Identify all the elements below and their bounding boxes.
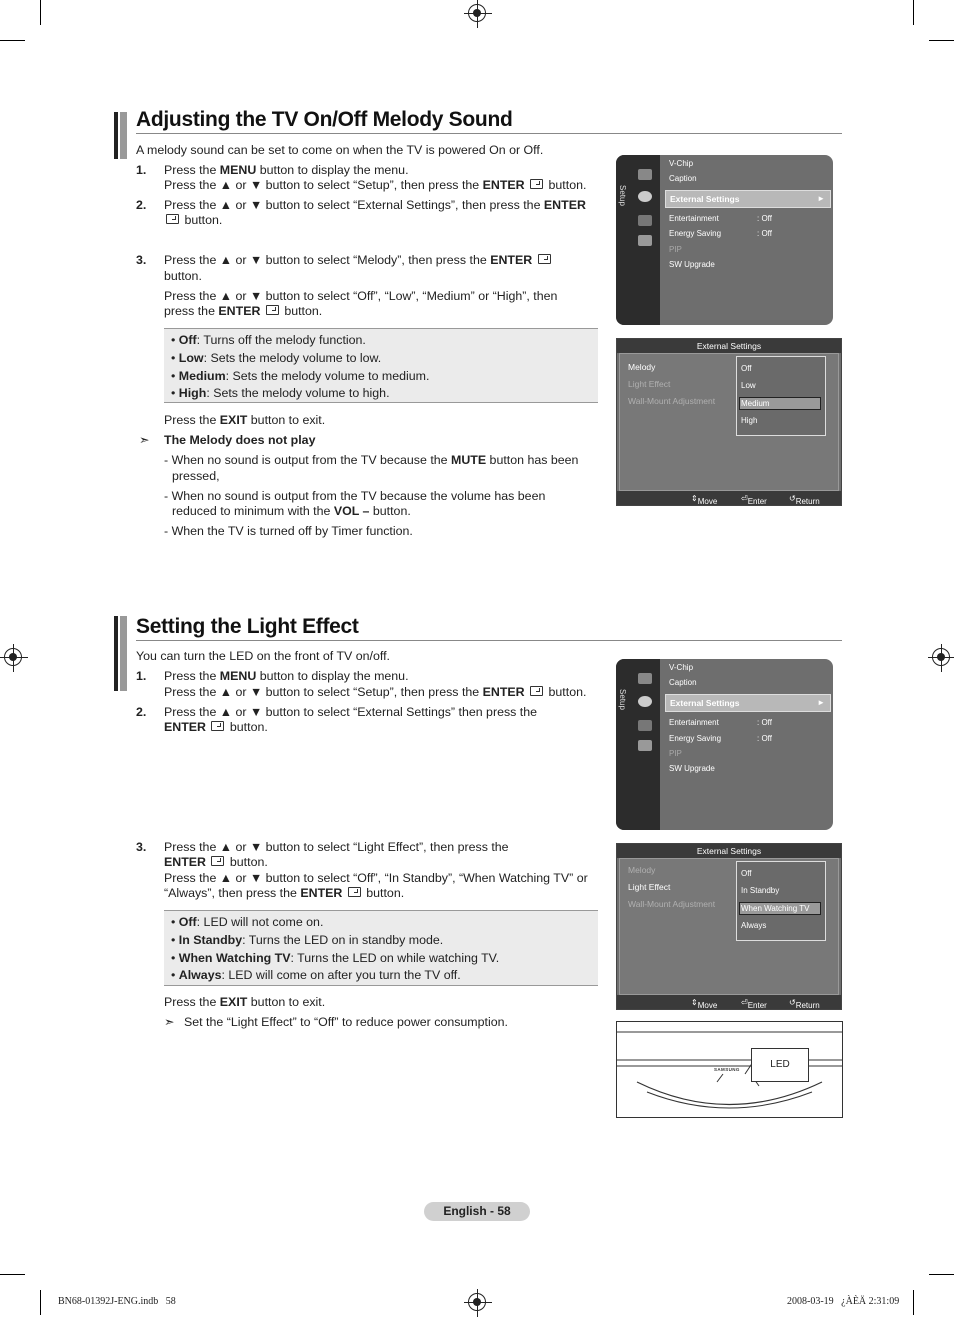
step-number: 3.: [136, 253, 147, 267]
osd-footer: ⇕ Move ⏎ Enter ↺ Return: [617, 995, 841, 1009]
enter-icon: [266, 305, 279, 315]
exit-text: Press the EXIT button to exit.: [164, 413, 326, 427]
step-text: Press the MENU button to display the menu.: [164, 163, 409, 177]
osd-dropdown: [736, 861, 826, 941]
note-arrow-icon: ➣: [139, 433, 150, 447]
note-arrow-icon: ➣: [164, 1015, 175, 1029]
osd-item: Energy Saving: [669, 229, 722, 238]
note-text: - When the TV is turned off by Timer function.: [164, 524, 413, 538]
step-text: Press the ▲ or ▼ button to select “Off”, “In Standby”, “When Watching TV” or: [164, 871, 588, 885]
section-bar: [114, 112, 127, 159]
page-number-badge: English - 58: [424, 1202, 530, 1221]
step-text: “Always”, then press the ENTER button.: [164, 886, 405, 900]
osd-body: [619, 858, 839, 995]
step-number: 2.: [136, 705, 147, 719]
osd-external-settings-light: [616, 843, 842, 1010]
right-arrow-icon: ►: [817, 698, 825, 707]
option-item: • Medium: Sets the melody volume to medium.: [171, 368, 430, 383]
led-illustration: [616, 1021, 843, 1118]
picture-icon: [638, 673, 652, 684]
osd-highlight-item: External Settings ►: [665, 190, 831, 208]
osd-value: : Off: [757, 229, 772, 238]
osd-option: When Watching TV: [741, 904, 810, 913]
led-callout-label: LED: [751, 1048, 809, 1082]
osd-highlight-item: External Settings ►: [665, 694, 831, 712]
osd-header: External Settings: [617, 844, 841, 858]
step-text: ENTER button.: [164, 855, 268, 869]
footer-left: BN68-01392J-ENG.indb 58: [58, 1296, 176, 1307]
options-box: [164, 328, 598, 403]
osd-side-label: Setup: [618, 185, 627, 206]
option-item: • When Watching TV: Turns the LED on while watching TV.: [171, 950, 500, 965]
osd-setup-menu: [616, 155, 833, 325]
osd-item: SW Upgrade: [669, 764, 715, 773]
osd-left-item: Wall-Mount Adjustment: [628, 396, 716, 406]
osd-item: Entertainment: [669, 214, 719, 223]
application-icon: [638, 235, 652, 246]
step-text: Press the ▲ or ▼ button to select “Light Effect”, then press the: [164, 840, 509, 854]
crop-mark: [929, 40, 954, 41]
registration-mark-icon: [4, 648, 22, 666]
application-icon: [638, 740, 652, 751]
step-text: Press the ▲ or ▼ button to select “Setup”, then press the ENTER button.: [164, 178, 587, 192]
crop-mark: [40, 1290, 41, 1315]
intro-text: A melody sound can be set to come on when the TV is powered On or Off.: [136, 143, 544, 157]
option-item: • In Standby: Turns the LED on in standby mode.: [171, 932, 444, 947]
osd-item: V-Chip: [669, 159, 694, 168]
crop-mark: [0, 1274, 25, 1275]
osd-left-item: Melody: [628, 865, 656, 875]
options-box: [164, 910, 598, 986]
osd-value: : Off: [757, 718, 772, 727]
osd-item: Caption: [669, 174, 697, 183]
crop-mark: [913, 1290, 914, 1315]
enter-icon: [530, 179, 543, 189]
osd-footer: ⇕ Move ⏎ Enter ↺ Return: [617, 491, 841, 505]
osd-left-item: Light Effect: [628, 882, 671, 892]
right-arrow-icon: ►: [817, 194, 825, 203]
osd-item: SW Upgrade: [669, 260, 715, 269]
step-text: Press the ▲ or ▼ button to select “External Settings” then press the: [164, 705, 538, 719]
title-rule: [136, 640, 842, 641]
osd-value: : Off: [757, 214, 772, 223]
step-number: 1.: [136, 669, 147, 683]
registration-mark-icon: [932, 648, 950, 666]
section-title: Setting the Light Effect: [136, 615, 359, 638]
osd-item: Energy Saving: [669, 734, 722, 743]
registration-mark-icon: [468, 4, 486, 22]
osd-option: High: [741, 416, 758, 425]
osd-dropdown: [736, 356, 826, 436]
osd-side-label: Setup: [618, 689, 627, 710]
note-text: Set the “Light Effect” to “Off” to reduce power consumption.: [184, 1015, 508, 1029]
crop-mark: [913, 0, 914, 25]
osd-body: [619, 353, 839, 491]
note-text: - When no sound is output from the TV because the MUTE button has been: [164, 453, 579, 467]
enter-icon: [530, 686, 543, 696]
step-number: 3.: [136, 840, 147, 854]
input-icon: [638, 720, 652, 731]
osd-item: Caption: [669, 678, 697, 687]
option-item: • Always: LED will come on after you turn the TV off.: [171, 968, 461, 983]
note-title: The Melody does not play: [164, 433, 316, 447]
osd-left-item: Wall-Mount Adjustment: [628, 899, 716, 909]
step-text: Press the ▲ or ▼ button to select “Melody”, then press the ENTER: [164, 253, 553, 269]
osd-left-item: Light Effect: [628, 379, 671, 389]
osd-option: Off: [741, 869, 752, 878]
osd-option: Off: [741, 364, 752, 373]
registration-mark-icon: [468, 1293, 486, 1311]
crop-mark: [929, 1274, 954, 1275]
osd-option: Low: [741, 381, 756, 390]
step-number: 2.: [136, 198, 147, 212]
setup-gear-icon: [638, 191, 652, 202]
osd-item: PIP: [669, 749, 682, 758]
picture-icon: [638, 169, 652, 180]
step-text: Press the ▲ or ▼ button to select “Setup”, then press the ENTER button.: [164, 685, 587, 699]
intro-text: You can turn the LED on the front of TV on/off.: [136, 649, 390, 663]
brand-logo: SAMSUNG: [714, 1067, 740, 1072]
section-bar: [114, 616, 127, 691]
step-text: button.: [164, 269, 202, 283]
enter-icon: [211, 856, 224, 866]
crop-mark: [40, 0, 41, 25]
option-item: • Low: Sets the melody volume to low.: [171, 350, 382, 365]
enter-icon: [348, 887, 361, 897]
osd-item: Entertainment: [669, 718, 719, 727]
step-text: button.: [164, 213, 222, 229]
osd-left-item: Melody: [628, 362, 656, 372]
crop-mark: [0, 40, 25, 41]
note-text: - When no sound is output from the TV because the volume has been: [164, 489, 546, 503]
enter-icon: [211, 721, 224, 731]
osd-option: In Standby: [741, 886, 780, 895]
osd-option: Medium: [741, 399, 770, 408]
osd-header: External Settings: [617, 339, 841, 353]
osd-setup-menu: [616, 659, 833, 830]
section-title: Adjusting the TV On/Off Melody Sound: [136, 108, 513, 131]
osd-option: Always: [741, 921, 767, 930]
note-text: pressed,: [172, 469, 220, 483]
setup-gear-icon: [638, 696, 652, 707]
step-text: Press the ▲ or ▼ button to select “Off”, “Low”, “Medium” or “High”, then: [164, 289, 558, 303]
title-rule: [136, 133, 842, 134]
note-text: reduced to minimum with the VOL – button.: [172, 504, 411, 518]
footer-right: 2008-03-19 ¿ÀÈÄ 2:31:09: [787, 1296, 900, 1307]
osd-value: : Off: [757, 734, 772, 743]
step-text: Press the ▲ or ▼ button to select “External Settings”, then press the ENTER: [164, 198, 586, 212]
step-number: 1.: [136, 163, 147, 177]
osd-external-settings-melody: [616, 338, 842, 506]
exit-text: Press the EXIT button to exit.: [164, 995, 326, 1009]
osd-item: PIP: [669, 245, 682, 254]
option-item: • Off: LED will not come on.: [171, 915, 324, 929]
option-item: • High: Sets the melody volume to high.: [171, 386, 390, 401]
osd-item: V-Chip: [669, 663, 694, 672]
option-item: • Off: Turns off the melody function.: [171, 333, 366, 347]
step-text: Press the MENU button to display the menu.: [164, 669, 409, 683]
input-icon: [638, 215, 652, 226]
enter-icon: [538, 254, 551, 264]
enter-icon: [166, 214, 179, 224]
step-text: press the ENTER button.: [164, 304, 323, 318]
step-text: ENTER button.: [164, 720, 268, 734]
